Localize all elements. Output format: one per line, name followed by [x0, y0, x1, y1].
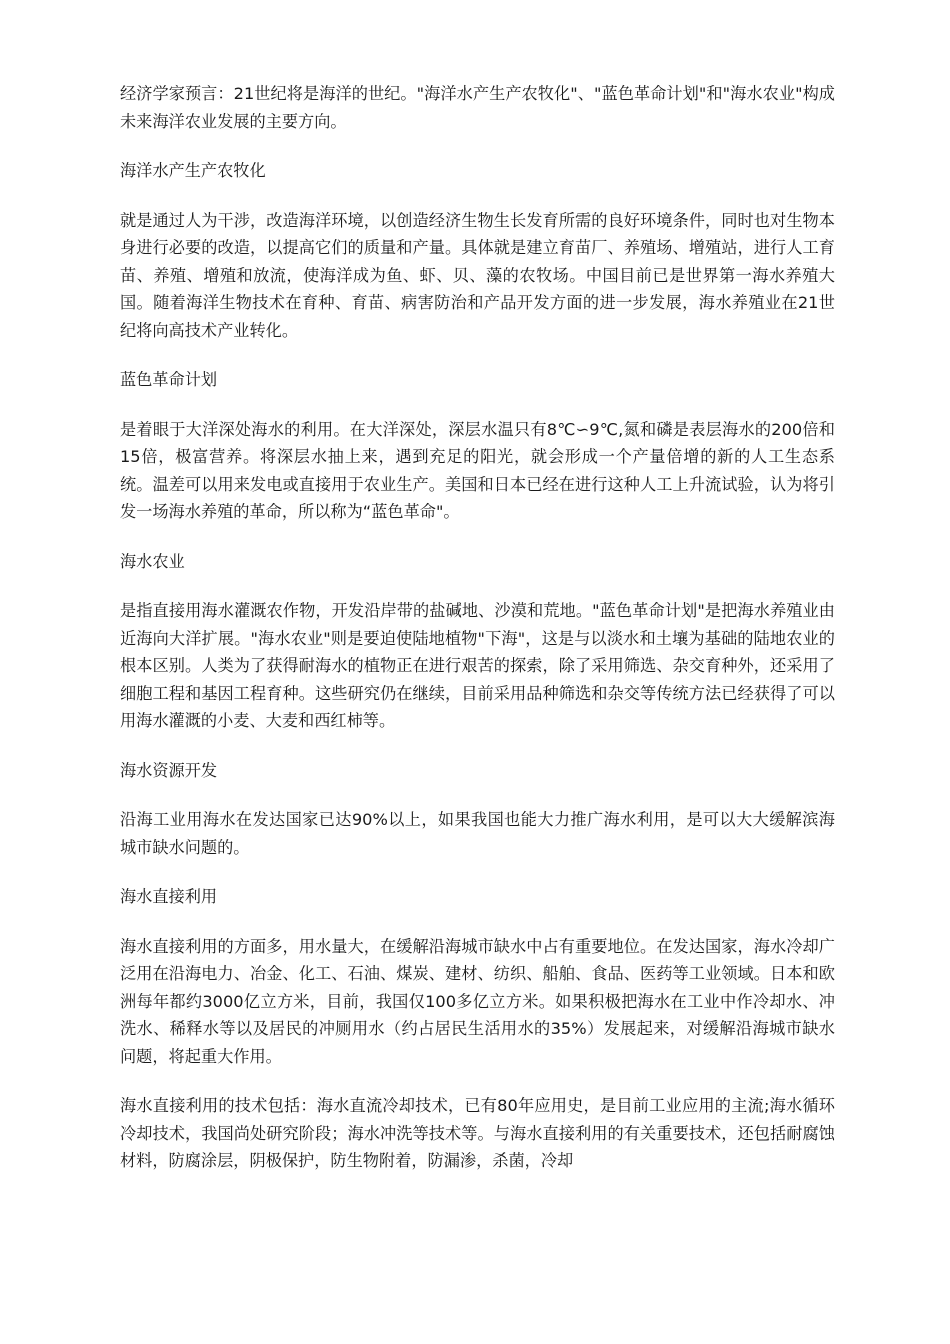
section-body-blue-revolution: 是着眼于大洋深处海水的利用。在大洋深处，深层水温只有8℃∽9℃,氮和磷是表层海水的200倍和15倍，极富营养。将深层水抽上来，遇到充足的阳光，就会形成一个产量倍增的新的人工生态系统。温差可以用来发电或直接用于农业生产。美国和日本已经在进行这种人工上升流试验，认为将引发一场海水养殖的革命，所以称为“蓝色革命"。 [120, 419, 835, 521]
section-heading-seawater-agriculture: 海水农业 [120, 551, 185, 571]
section-body-seawater-agriculture: 是指直接用海水灌溉农作物，开发沿岸带的盐碱地、沙漠和荒地。"蓝色革命计划"是把海水养殖业由近海向大洋扩展。"海水农业"则是要迫使陆地植物"下海"，这是与以淡水和土壤为基础的陆地农业的根本区别。人类为了获得耐海水的植物正在进行艰苦的探索，除了采用筛选、杂交育种外，还采用了细胞工程和基因工程育种。这些研究仍在继续，目前采用品种筛选和杂交等传统方法已经获得了可以用海水灌溉的小麦、大麦和西红柿等。 [120, 601, 835, 730]
section-heading-mariculture: 海洋水产生产农牧化 [120, 161, 266, 180]
section-heading-blue-revolution: 蓝色革命计划 [120, 370, 218, 389]
intro-paragraph: 经济学家预言：21世纪将是海洋的世纪。"海洋水产生产农牧化"、"蓝色革命计划"和"海水农业"构成未来海洋农业发展的主要方向。 [120, 84, 835, 131]
section-body-resource-development: 沿海工业用海水在发达国家已达90%以上，如果我国也能大力推广海水利用，是可以大大缓解滨海城市缺水问题的。 [120, 810, 835, 857]
section-heading-resource-development: 海水资源开发 [120, 760, 218, 780]
document-page [120, 80, 835, 1197]
section-body-mariculture: 就是通过人为干涉，改造海洋环境，以创造经济生物生长发育所需的良好环境条件，同时也对生物本身进行必要的改造，以提高它们的质量和产量。具体就是建立育苗厂、养殖场、增殖站，进行人工育苗、养殖、增殖和放流，使海洋成为鱼、虾、贝、藻的农牧场。中国目前已是世界第一海水养殖大国。随着海洋生物技术在育种、育苗、病害防治和产品开发方面的进一步发展，海水养殖业在21世纪将向高技术产业转化。 [120, 210, 835, 340]
section-body-direct-use-1: 海水直接利用的方面多，用水量大，在缓解沿海城市缺水中占有重要地位。在发达国家，海水冷却广泛用在沿海电力、冶金、化工、石油、煤炭、建材、纺织、船舶、食品、医药等工业领域。日本和欧洲每年都约3000亿立方米，目前，我国仅100多亿立方米。如果积极把海水在工业中作冷却水、冲洗水、稀释水等以及居民的冲厕用水（约占居民生活用水的35%）发展起来，对缓解沿海城市缺水问题，将起重大作用。 [120, 936, 835, 1066]
section-heading-direct-use: 海水直接利用 [120, 887, 218, 906]
section-body-direct-use-2: 海水直接利用的技术包括：海水直流冷却技术，已有80年应用史，是目前工业应用的主流;海水循环冷却技术，我国尚处研究阶段；海水冲洗等技术等。与海水直接利用的有关重要技术，还包括耐腐蚀材料，防腐涂层，阴极保护，防生物附着，防漏渗，杀菌，冷却 [120, 1096, 835, 1170]
